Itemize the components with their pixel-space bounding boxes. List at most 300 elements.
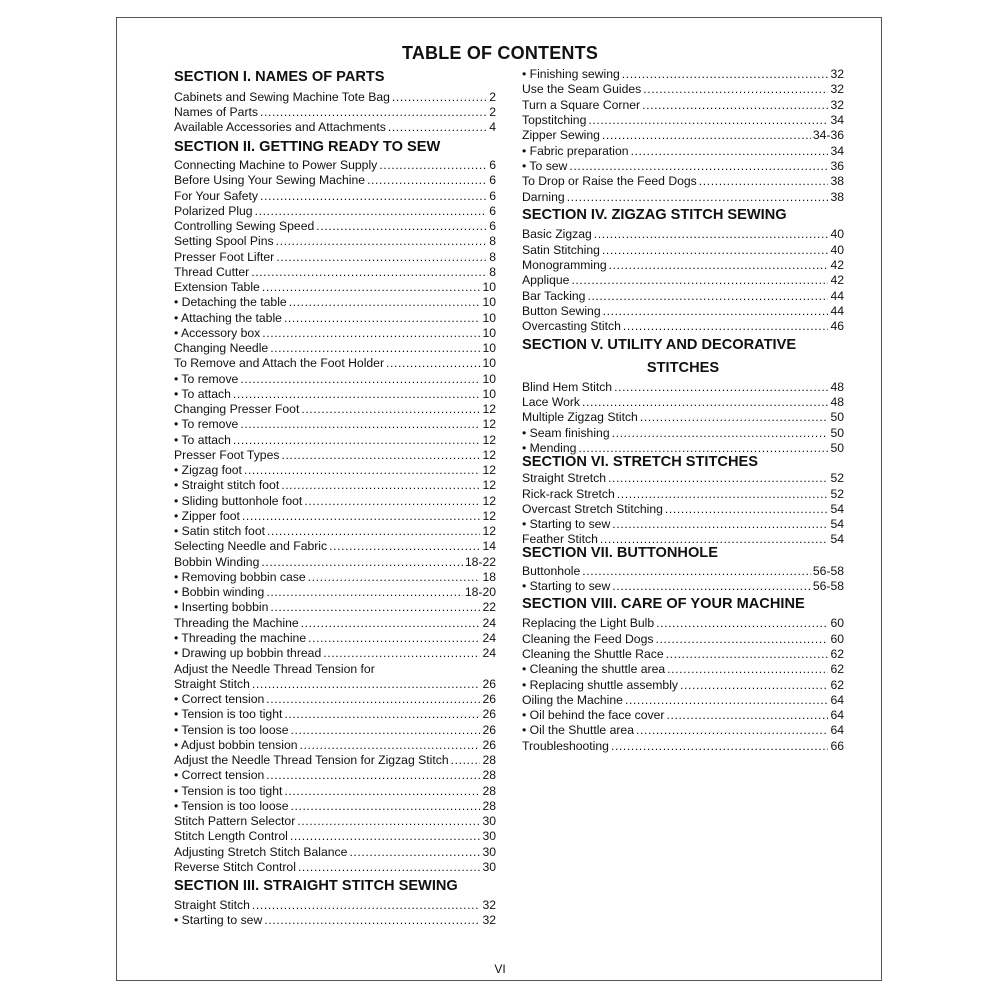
toc-entry-label: • Mending — [522, 441, 577, 455]
dot-leader — [388, 120, 487, 135]
toc-entry-page: 62 — [830, 678, 844, 692]
toc-entry-label: • Zigzag foot — [174, 463, 242, 477]
toc-entry-label: • Replacing shuttle assembly — [522, 678, 679, 692]
toc-entry — [174, 204, 496, 219]
toc-entry-label: Presser Foot Types — [174, 448, 280, 462]
toc-entry-page: 50 — [830, 441, 844, 455]
toc-entry-label: • Tension is too loose — [174, 799, 289, 813]
dot-leader — [609, 258, 829, 273]
dot-leader — [266, 768, 480, 783]
section-heading: SECTION I. NAMES OF PARTS — [174, 69, 385, 85]
toc-entry-page: 34 — [830, 113, 844, 127]
toc-entry-page: 2 — [489, 90, 496, 104]
toc-entry-label: Straight Stitch — [174, 898, 250, 912]
toc-entry-label: Selecting Needle and Fabric — [174, 539, 328, 553]
dot-leader — [298, 860, 481, 875]
toc-entry — [522, 395, 844, 410]
toc-entry — [174, 189, 496, 204]
toc-entry — [522, 227, 844, 242]
toc-entry — [174, 799, 496, 814]
section-heading: SECTION III. STRAIGHT STITCH SEWING — [174, 878, 458, 894]
section-heading: SECTION V. UTILITY AND DECORATIVE — [522, 337, 797, 353]
toc-entry-label: • Starting to sew — [174, 913, 263, 927]
toc-entry — [174, 295, 496, 310]
toc-entry-label: Stitch Pattern Selector — [174, 814, 296, 828]
dot-leader — [261, 555, 462, 570]
toc-entry — [522, 98, 844, 113]
dot-leader — [665, 502, 829, 517]
dot-leader — [284, 707, 480, 722]
dot-leader — [251, 265, 487, 280]
toc-entry-page: 40 — [830, 243, 844, 257]
toc-entry — [522, 304, 844, 319]
toc-entry — [522, 678, 844, 693]
toc-entry-label: • Sliding buttonhole foot — [174, 494, 303, 508]
section-heading: SECTION II. GETTING READY TO SEW — [174, 139, 441, 155]
toc-entry — [174, 738, 496, 753]
dot-leader — [612, 579, 811, 594]
toc-entry-label: • Bobbin winding — [174, 585, 265, 599]
dot-leader — [281, 448, 480, 463]
toc-entry-label: To Drop or Raise the Feed Dogs — [522, 174, 697, 188]
toc-entry — [522, 258, 844, 273]
section-heading: SECTION IV. ZIGZAG STITCH SEWING — [522, 207, 787, 223]
toc-entry — [174, 784, 496, 799]
dot-leader — [242, 509, 481, 524]
toc-entry-label: • Tension is too loose — [174, 723, 289, 737]
toc-entry-text — [174, 662, 496, 677]
toc-entry — [174, 250, 496, 265]
dot-leader — [699, 174, 829, 189]
dot-leader — [643, 82, 828, 97]
toc-entry-label: • To attach — [174, 433, 231, 447]
toc-entry-page: 4 — [489, 120, 496, 134]
dot-leader — [276, 234, 488, 249]
toc-entry-label: • Satin stitch foot — [174, 524, 265, 538]
toc-entry-page: 14 — [482, 539, 496, 553]
toc-entry-page: 12 — [482, 433, 496, 447]
toc-entry-label: Stitch Length Control — [174, 829, 288, 843]
toc-entry — [174, 90, 496, 105]
toc-entry-page: 10 — [482, 356, 496, 370]
toc-entry — [522, 174, 844, 189]
toc-entry-label: • To sew — [522, 159, 568, 173]
toc-entry-label: • Attaching the table — [174, 311, 282, 325]
toc-entry-page: 10 — [482, 326, 496, 340]
dot-leader — [349, 845, 480, 860]
toc-entry-page: 34-36 — [812, 128, 844, 142]
dot-leader — [276, 250, 487, 265]
toc-entry-label: • Zipper foot — [174, 509, 240, 523]
toc-entry-label: Replacing the Light Bulb — [522, 616, 655, 630]
toc-entry — [174, 814, 496, 829]
dot-leader — [617, 487, 829, 502]
toc-entry-label: Zipper Sewing — [522, 128, 600, 142]
dot-leader — [266, 692, 480, 707]
toc-entry-label: • Removing bobbin case — [174, 570, 306, 584]
toc-entry — [522, 471, 844, 486]
toc-entry-label: Rick-rack Stretch — [522, 487, 615, 501]
toc-entry-label: • Straight stitch foot — [174, 478, 280, 492]
toc-entry-page: 24 — [482, 646, 496, 660]
toc-entry-label: • Oil behind the face cover — [522, 708, 665, 722]
toc-entry-label: • To remove — [174, 417, 239, 431]
toc-entry — [174, 478, 496, 493]
toc-entry-page: 10 — [482, 311, 496, 325]
toc-entry-page: 24 — [482, 631, 496, 645]
toc-entry-label: • Drawing up bobbin thread — [174, 646, 322, 660]
dot-leader — [281, 478, 480, 493]
toc-entry-page: 46 — [830, 319, 844, 333]
dot-leader — [304, 494, 480, 509]
dot-leader — [623, 319, 829, 334]
toc-entry-label: Cleaning the Feed Dogs — [522, 632, 654, 646]
toc-entry-page: 54 — [830, 502, 844, 516]
dot-leader — [267, 524, 480, 539]
dot-leader — [625, 693, 828, 708]
toc-entry — [522, 410, 844, 425]
toc-entry-label: Adjust the Needle Thread Tension for — [174, 662, 375, 676]
toc-entry — [522, 273, 844, 288]
toc-entry-page: 30 — [482, 845, 496, 859]
toc-entry-page: 66 — [830, 739, 844, 753]
toc-entry-label: Straight Stretch — [522, 471, 606, 485]
page-title: TABLE OF CONTENTS — [401, 43, 599, 63]
toc-entry — [174, 539, 496, 554]
toc-entry-label: Connecting Machine to Power Supply — [174, 158, 378, 172]
toc-entry-label: • Detaching the table — [174, 295, 287, 309]
toc-entry-label: • Oil the Shuttle area — [522, 723, 634, 737]
toc-entry — [174, 326, 496, 341]
dot-leader — [582, 564, 811, 579]
toc-entry — [522, 616, 844, 631]
toc-entry-label: Changing Presser Foot — [174, 402, 300, 416]
toc-entry-page: 52 — [830, 487, 844, 501]
toc-entry — [174, 219, 496, 234]
toc-entry-page: 32 — [482, 898, 496, 912]
toc-entry-page: 44 — [830, 289, 844, 303]
toc-entry-label: • Tension is too tight — [174, 784, 283, 798]
toc-entry-label: Polarized Plug — [174, 204, 253, 218]
toc-entry-page: 18 — [482, 570, 496, 584]
toc-entry-label: Changing Needle — [174, 341, 269, 355]
toc-entry-label: Oiling the Machine — [522, 693, 623, 707]
toc-entry — [522, 662, 844, 677]
toc-entry-page: 54 — [830, 517, 844, 531]
toc-entry-page: 42 — [830, 258, 844, 272]
dot-leader — [329, 539, 480, 554]
toc-entry — [174, 707, 496, 722]
dot-leader — [582, 395, 828, 410]
dot-leader — [611, 739, 828, 754]
toc-entry-label: • Cleaning the shuttle area — [522, 662, 666, 676]
toc-entry-label: • Fabric preparation — [522, 144, 629, 158]
toc-entry-label: • Adjust bobbin tension — [174, 738, 298, 752]
dot-leader — [642, 98, 828, 113]
dot-leader — [588, 113, 828, 128]
toc-entry-page: 32 — [482, 913, 496, 927]
toc-entry — [522, 487, 844, 502]
toc-entry-page: 64 — [830, 723, 844, 737]
toc-entry — [522, 647, 844, 662]
toc-entry — [174, 158, 496, 173]
toc-entry-page: 6 — [489, 189, 496, 203]
toc-entry — [522, 243, 844, 258]
toc-entry — [522, 579, 844, 594]
toc-entry — [174, 646, 496, 661]
toc-entry — [522, 128, 844, 143]
toc-entry-label: Button Sewing — [522, 304, 601, 318]
toc-entry-label: Blind Hem Stitch — [522, 380, 613, 394]
toc-entry — [522, 723, 844, 738]
toc-entry-page: 6 — [489, 204, 496, 218]
dot-leader — [260, 105, 487, 120]
dot-leader — [655, 632, 828, 647]
toc-entry-page: 62 — [830, 662, 844, 676]
dot-leader — [233, 433, 481, 448]
toc-entry-page: 32 — [830, 82, 844, 96]
toc-entry — [174, 311, 496, 326]
toc-entry — [174, 829, 496, 844]
toc-entry — [522, 517, 844, 532]
toc-entry-label: Setting Spool Pins — [174, 234, 274, 248]
toc-entry — [174, 341, 496, 356]
dot-leader — [290, 723, 480, 738]
toc-entry-page: 38 — [830, 190, 844, 204]
toc-entry-page: 12 — [482, 524, 496, 538]
toc-entry — [174, 448, 496, 463]
toc-entry-page: 6 — [489, 219, 496, 233]
dot-leader — [367, 173, 487, 188]
dot-leader — [252, 898, 481, 913]
toc-entry-page: 62 — [830, 647, 844, 661]
toc-entry — [174, 898, 496, 913]
dot-leader — [571, 273, 828, 288]
dot-leader — [316, 219, 487, 234]
toc-entry-label: Darning — [522, 190, 565, 204]
dot-leader — [386, 356, 480, 371]
dot-leader — [301, 402, 480, 417]
dot-leader — [622, 67, 829, 82]
toc-entry-label: Basic Zigzag — [522, 227, 592, 241]
toc-entry-label: • Seam finishing — [522, 426, 610, 440]
dot-leader — [666, 647, 829, 662]
dot-leader — [290, 829, 481, 844]
toc-entry — [522, 113, 844, 128]
toc-entry — [174, 677, 496, 692]
dot-leader — [262, 280, 481, 295]
dot-leader — [666, 708, 828, 723]
toc-entry-page: 8 — [489, 250, 496, 264]
toc-entry-label: Turn a Square Corner — [522, 98, 641, 112]
toc-entry-label: • Tension is too tight — [174, 707, 283, 721]
toc-entry-page: 12 — [482, 463, 496, 477]
page-number: VI — [494, 962, 506, 976]
dot-leader — [451, 753, 481, 768]
toc-entry-page: 60 — [830, 616, 844, 630]
toc-entry-label: Bobbin Winding — [174, 555, 260, 569]
toc-entry — [174, 913, 496, 928]
dot-leader — [289, 295, 481, 310]
toc-entry — [174, 555, 496, 570]
dot-leader — [244, 463, 480, 478]
toc-entry-page: 8 — [489, 234, 496, 248]
dot-leader — [284, 784, 480, 799]
toc-entry-label: Overcast Stretch Stitching — [522, 502, 663, 516]
toc-entry-label: Satin Stitching — [522, 243, 600, 257]
toc-entry-page: 26 — [482, 707, 496, 721]
dot-leader — [567, 190, 829, 205]
toc-entry — [174, 692, 496, 707]
toc-entry — [174, 387, 496, 402]
toc-entry-page: 10 — [482, 341, 496, 355]
toc-entry — [174, 494, 496, 509]
toc-entry-label: Cabinets and Sewing Machine Tote Bag — [174, 90, 390, 104]
toc-entry — [522, 739, 844, 754]
toc-entry-page: 12 — [482, 448, 496, 462]
toc-entry-label: Available Accessories and Attachments — [174, 120, 386, 134]
toc-entry — [522, 67, 844, 82]
dot-leader — [240, 417, 480, 432]
toc-entry-page: 12 — [482, 494, 496, 508]
toc-entry-page: 12 — [482, 417, 496, 431]
toc-entry-label: • Correct tension — [174, 768, 265, 782]
toc-entry — [522, 632, 844, 647]
toc-entry-page: 56-58 — [812, 564, 844, 578]
toc-entry-page: 64 — [830, 693, 844, 707]
toc-entry-page: 12 — [482, 509, 496, 523]
toc-entry — [522, 159, 844, 174]
toc-entry-label: • Starting to sew — [522, 517, 611, 531]
toc-entry-page: 40 — [830, 227, 844, 241]
toc-entry-label: Thread Cutter — [174, 265, 250, 279]
toc-entry-page: 30 — [482, 829, 496, 843]
dot-leader — [602, 128, 811, 143]
toc-entry-page: 44 — [830, 304, 844, 318]
dot-leader — [379, 158, 487, 173]
toc-entry — [174, 524, 496, 539]
toc-entry-label: Lace Work — [522, 395, 581, 409]
dot-leader — [392, 90, 487, 105]
toc-entry — [522, 190, 844, 205]
toc-entry — [174, 753, 496, 768]
toc-entry — [174, 570, 496, 585]
toc-entry-page: 28 — [482, 799, 496, 813]
toc-entry — [174, 509, 496, 524]
toc-entry-page: 22 — [482, 600, 496, 614]
toc-entry-page: 26 — [482, 692, 496, 706]
toc-entry-label: Presser Foot Lifter — [174, 250, 275, 264]
dot-leader — [656, 616, 828, 631]
toc-entry — [174, 723, 496, 738]
toc-entry-page: 26 — [482, 738, 496, 752]
toc-entry-label: Feather Stitch — [522, 532, 598, 546]
dot-leader — [290, 799, 480, 814]
dot-leader — [640, 410, 829, 425]
dot-leader — [594, 227, 829, 242]
dot-leader — [602, 243, 829, 258]
toc-entry-label: • Accessory box — [174, 326, 261, 340]
toc-entry-page: 28 — [482, 784, 496, 798]
toc-entry-page: 10 — [482, 280, 496, 294]
toc-entry — [174, 600, 496, 615]
toc-entry-page: 6 — [489, 173, 496, 187]
toc-entry-label: Use the Seam Guides — [522, 82, 642, 96]
toc-entry — [522, 426, 844, 441]
toc-entry — [522, 144, 844, 159]
toc-entry-page: 12 — [482, 478, 496, 492]
toc-entry-label: Threading the Machine — [174, 616, 299, 630]
toc-entry-page: 10 — [482, 372, 496, 386]
toc-entry-label: Adjusting Stretch Stitch Balance — [174, 845, 348, 859]
toc-entry — [522, 82, 844, 97]
toc-entry — [174, 631, 496, 646]
toc-entry — [174, 120, 496, 135]
dot-leader — [667, 662, 828, 677]
toc-entry-label: • Correct tension — [174, 692, 265, 706]
toc-entry-page: 24 — [482, 616, 496, 630]
section-heading: SECTION VII. BUTTONHOLE — [522, 545, 718, 561]
toc-entry-label: Troubleshooting — [522, 739, 609, 753]
toc-entry-label: • Inserting bobbin — [174, 600, 269, 614]
toc-entry-page: 2 — [489, 105, 496, 119]
toc-entry-page: 36 — [830, 159, 844, 173]
toc-entry-page: 50 — [830, 426, 844, 440]
toc-entry-page: 50 — [830, 410, 844, 424]
toc-entry — [522, 693, 844, 708]
toc-entry-label: Applique — [522, 273, 570, 287]
toc-entry-page: 28 — [482, 753, 496, 767]
toc-entry — [174, 433, 496, 448]
toc-entry — [174, 372, 496, 387]
toc-entry — [174, 265, 496, 280]
toc-entry — [522, 319, 844, 334]
toc-entry — [174, 417, 496, 432]
dot-leader — [603, 304, 829, 319]
dot-leader — [255, 204, 488, 219]
toc-entry-page: 26 — [482, 723, 496, 737]
toc-entry-label: Buttonhole — [522, 564, 581, 578]
toc-entry — [174, 860, 496, 875]
section-heading: SECTION VIII. CARE OF YOUR MACHINE — [522, 596, 805, 612]
dot-leader — [612, 517, 828, 532]
dot-leader — [262, 326, 480, 341]
section-heading: SECTION VI. STRETCH STITCHES — [522, 454, 758, 470]
toc-entry — [174, 280, 496, 295]
dot-leader — [308, 631, 480, 646]
toc-entry — [174, 616, 496, 631]
dot-leader — [233, 387, 481, 402]
toc-entry-page: 34 — [830, 144, 844, 158]
dot-leader — [323, 646, 480, 661]
toc-entry-page: 32 — [830, 98, 844, 112]
toc-entry-page: 28 — [482, 768, 496, 782]
toc-entry — [522, 502, 844, 517]
toc-entry-page: 48 — [830, 380, 844, 394]
toc-entry-label: • Starting to sew — [522, 579, 611, 593]
toc-entry-page: 48 — [830, 395, 844, 409]
dot-leader — [608, 471, 828, 486]
section-heading: STITCHES — [646, 360, 720, 376]
toc-entry-page: 30 — [482, 860, 496, 874]
dot-leader — [308, 570, 481, 585]
dot-leader — [270, 600, 480, 615]
toc-entry — [522, 708, 844, 723]
dot-leader — [631, 144, 829, 159]
toc-entry-page: 52 — [830, 471, 844, 485]
dot-leader — [264, 913, 480, 928]
toc-entry-label: Straight Stitch — [174, 677, 250, 691]
